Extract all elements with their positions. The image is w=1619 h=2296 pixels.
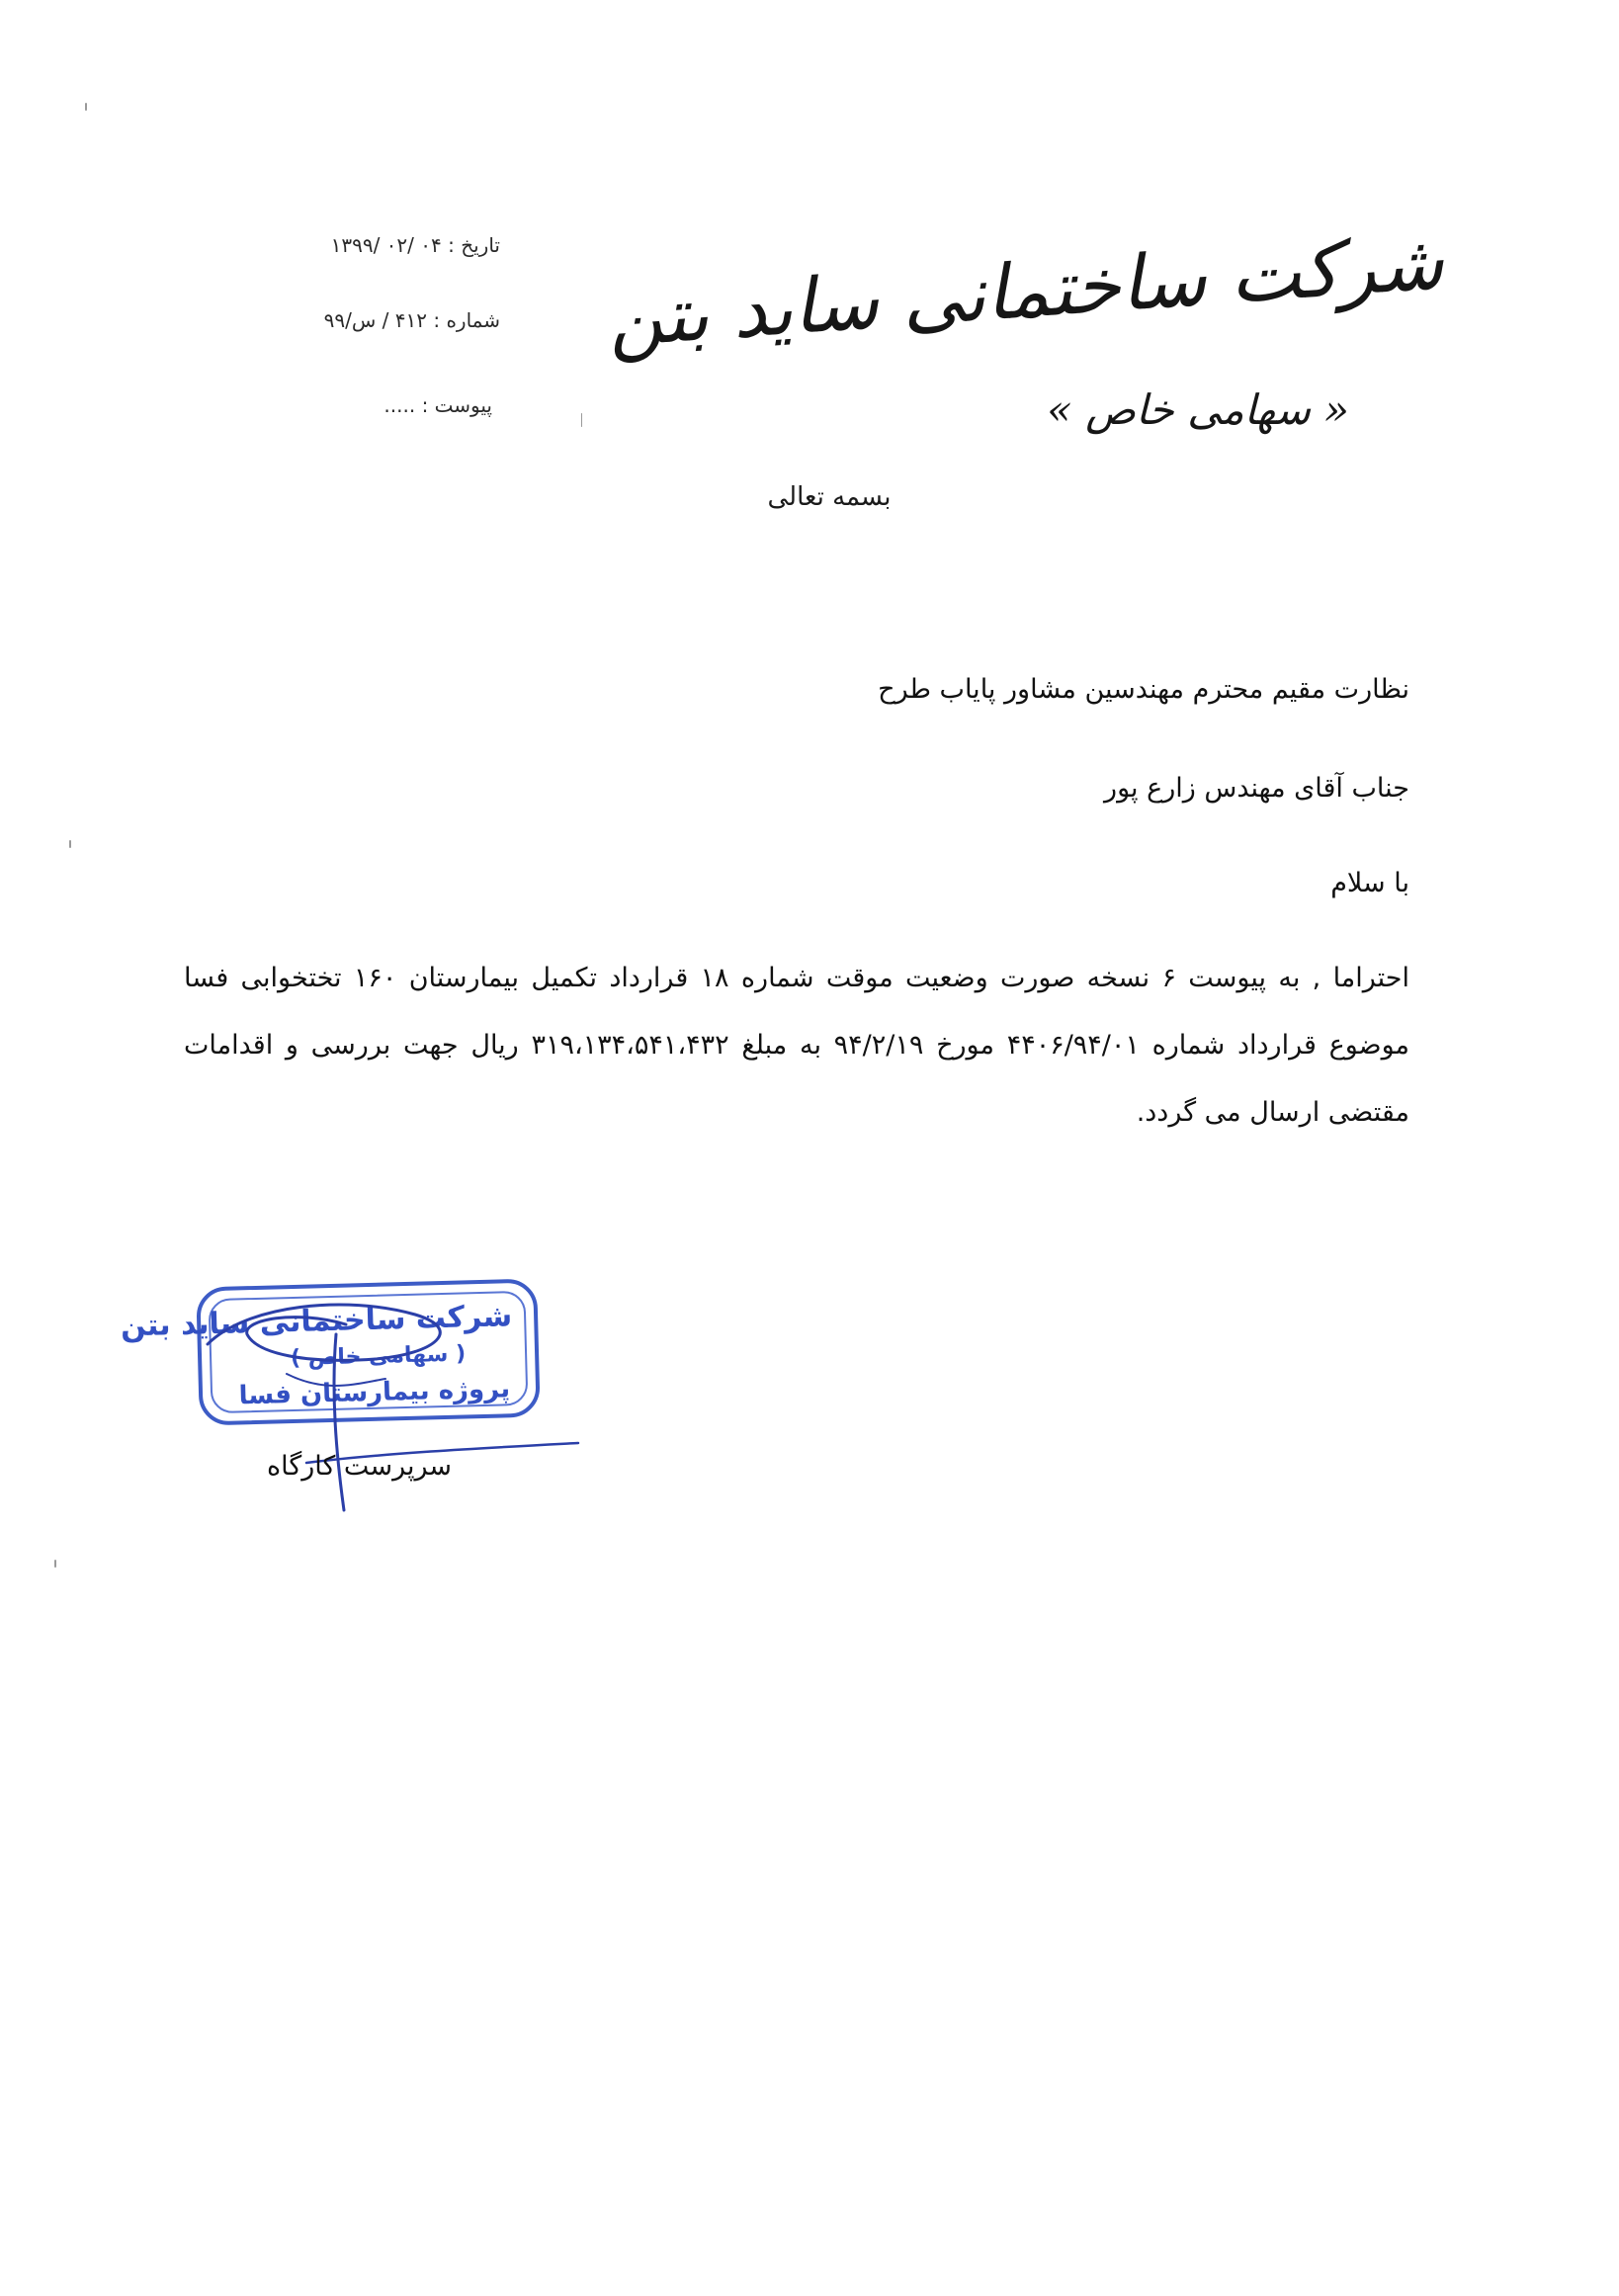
invocation-line bbox=[0, 482, 1619, 512]
letter-number: شماره : ۴۱۲ / س/۹۹ bbox=[323, 308, 500, 332]
letter-body: احتراما , به پیوست ۶ نسخه صورت وضعیت موقت شماره ۱۸ قرارداد تکمیل بیمارستان ۱۶۰ تختخوابی فسا موضوع قرارداد شماره ۴۴۰۶/۹۴/۰۱ مورخ ۹۴/۲/۱۹ به مبلغ ۳۱۹،۱۳۴،۵۴۱،۴۳۲ ریال جهت بررسی و اقدامات مقتضی ارسال می گردد. bbox=[184, 963, 1409, 1128]
signature bbox=[188, 1285, 603, 1542]
scan-speck bbox=[85, 103, 87, 111]
logo-company-name: شرکت ساختمانی ساید بتن bbox=[604, 217, 1447, 364]
scan-speck bbox=[54, 1560, 56, 1568]
addressee: نظارت مقیم محترم مهندسین مشاور پایاب طرح bbox=[878, 674, 1409, 705]
scan-speck bbox=[69, 840, 71, 848]
logo-company-type: « سهامی خاص » bbox=[1047, 385, 1349, 434]
letter-date: تاریخ : ۰۴ /۰۲ /۱۳۹۹ bbox=[330, 233, 500, 257]
company-logo bbox=[604, 198, 1447, 455]
greeting: با سلام bbox=[1330, 868, 1409, 898]
stamp-company-type: ( سهامی خاص ) bbox=[290, 1341, 467, 1372]
invocation-text: بسمه تعالی bbox=[767, 482, 892, 512]
scan-speck bbox=[581, 413, 582, 427]
signer-title: سرپرست کارگاه bbox=[267, 1451, 452, 1482]
stamp-project-name: پروژه بیمارستان فسا bbox=[238, 1374, 511, 1411]
addressee-person: جناب آقای مهندس زارع پور bbox=[1104, 773, 1409, 804]
stamp-company-name: شرکت ساختمانی ساید بتن bbox=[120, 1299, 513, 1344]
letter-attachment: پیوست : ..... bbox=[383, 393, 492, 417]
